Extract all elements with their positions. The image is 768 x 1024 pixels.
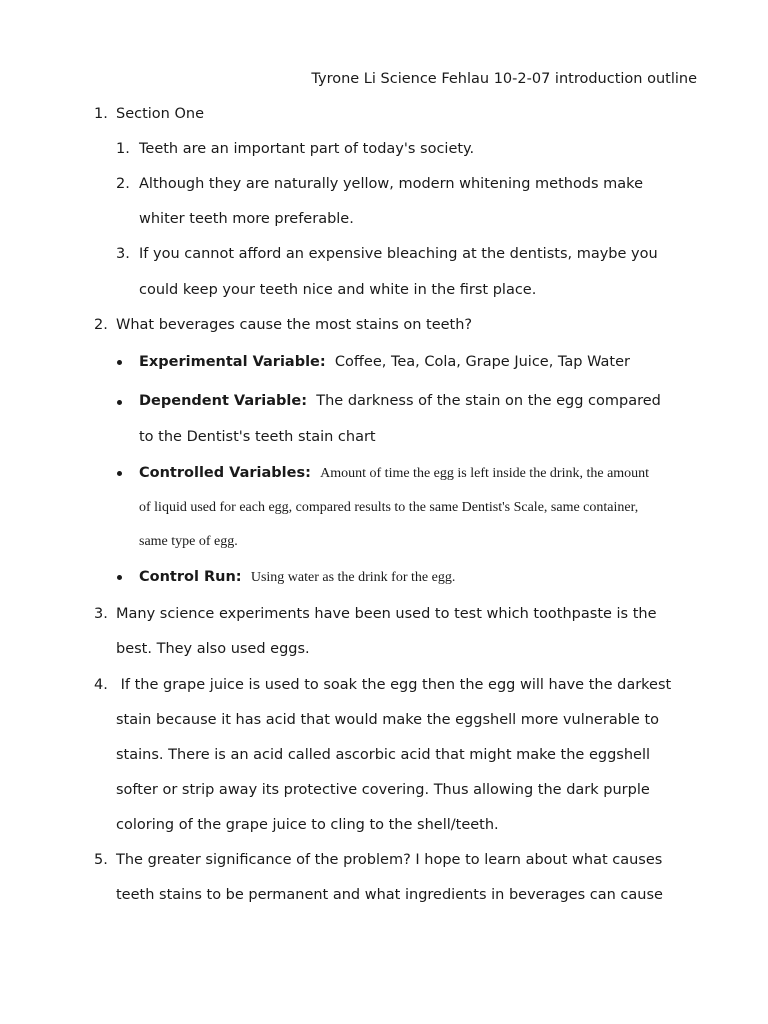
sub-item-2-number: 2. bbox=[116, 176, 130, 192]
sub-item-1-number: 1. bbox=[116, 141, 130, 157]
item-4-line-5: coloring of the grape juice to cling to the shell/teeth. bbox=[116, 817, 499, 833]
controlled-variables-row bbox=[139, 464, 649, 483]
item-4-line-1: If the grape juice is used to soak the egg then the egg will have the darkest bbox=[116, 677, 672, 693]
control-run-label: Control Run: bbox=[139, 569, 242, 585]
item-4-line-2: stain because it has acid that would make the eggshell more vulnerable to bbox=[116, 712, 660, 728]
item-4-line-4: softer or strip away its protective covering. Thus allowing the dark purple bbox=[116, 782, 650, 798]
sub-item-3-number: 3. bbox=[116, 246, 130, 262]
item-3-line-1: Many science experiments have been used to test which toothpaste is the bbox=[116, 606, 657, 622]
item-3-number: 3. bbox=[94, 606, 108, 622]
sub-item-3-line-2: could keep your teeth nice and white in the first place. bbox=[139, 282, 537, 298]
control-run-value: Using water as the drink for the egg. bbox=[250, 570, 456, 585]
sub-item-2-line-1: Although they are naturally yellow, modern whitening methods make bbox=[139, 176, 643, 192]
item-5-line-1: The greater significance of the problem? I hope to learn about what causes bbox=[116, 852, 663, 868]
item-5-number: 5. bbox=[94, 852, 108, 868]
item-1-number: 1. bbox=[94, 106, 108, 122]
experimental-variable-label: Experimental Variable: bbox=[139, 354, 326, 370]
controlled-variables-value-line-2: of liquid used for each egg, compared results to the same Dentist's Scale, same container, bbox=[139, 500, 639, 515]
bullet-icon bbox=[117, 575, 122, 580]
experimental-variable-row bbox=[139, 353, 630, 371]
bullet-icon bbox=[117, 360, 122, 365]
sub-item-1-line-1: Teeth are an important part of today's society. bbox=[139, 141, 475, 157]
item-2-number: 2. bbox=[94, 317, 108, 333]
item-4-line-3: stains. There is an acid called ascorbic acid that might make the eggshell bbox=[116, 747, 651, 763]
dependent-variable-value-line-2: to the Dentist's teeth stain chart bbox=[139, 429, 376, 445]
dependent-variable-label: Dependent Variable: bbox=[139, 393, 308, 409]
bullet-icon bbox=[117, 400, 122, 405]
bullet-icon bbox=[117, 471, 122, 476]
item-5-line-2: teeth stains to be permanent and what ingredients in beverages can cause bbox=[116, 887, 663, 903]
item-1-text: Section One bbox=[116, 106, 205, 122]
item-2-text: What beverages cause the most stains on teeth? bbox=[116, 317, 473, 333]
dependent-variable-row bbox=[139, 392, 661, 410]
document-header: Tyrone Li Science Fehlau 10-2-07 introduction outline bbox=[311, 71, 697, 87]
controlled-variables-label: Controlled Variables: bbox=[139, 465, 311, 481]
item-3-line-2: best. They also used eggs. bbox=[116, 641, 310, 657]
experimental-variable-value: Coffee, Tea, Cola, Grape Juice, Tap Water bbox=[334, 354, 630, 370]
controlled-variables-value-line-1: Amount of time the egg is left inside the drink, the amount bbox=[320, 466, 650, 481]
dependent-variable-value-line-1: The darkness of the stain on the egg compared bbox=[316, 393, 661, 409]
sub-item-2-line-2: whiter teeth more preferable. bbox=[139, 211, 354, 227]
item-4-number: 4. bbox=[94, 677, 108, 693]
sub-item-3-line-1: If you cannot afford an expensive bleaching at the dentists, maybe you bbox=[139, 246, 658, 262]
controlled-variables-value-line-3: same type of egg. bbox=[139, 534, 238, 549]
control-run-row bbox=[139, 568, 455, 587]
